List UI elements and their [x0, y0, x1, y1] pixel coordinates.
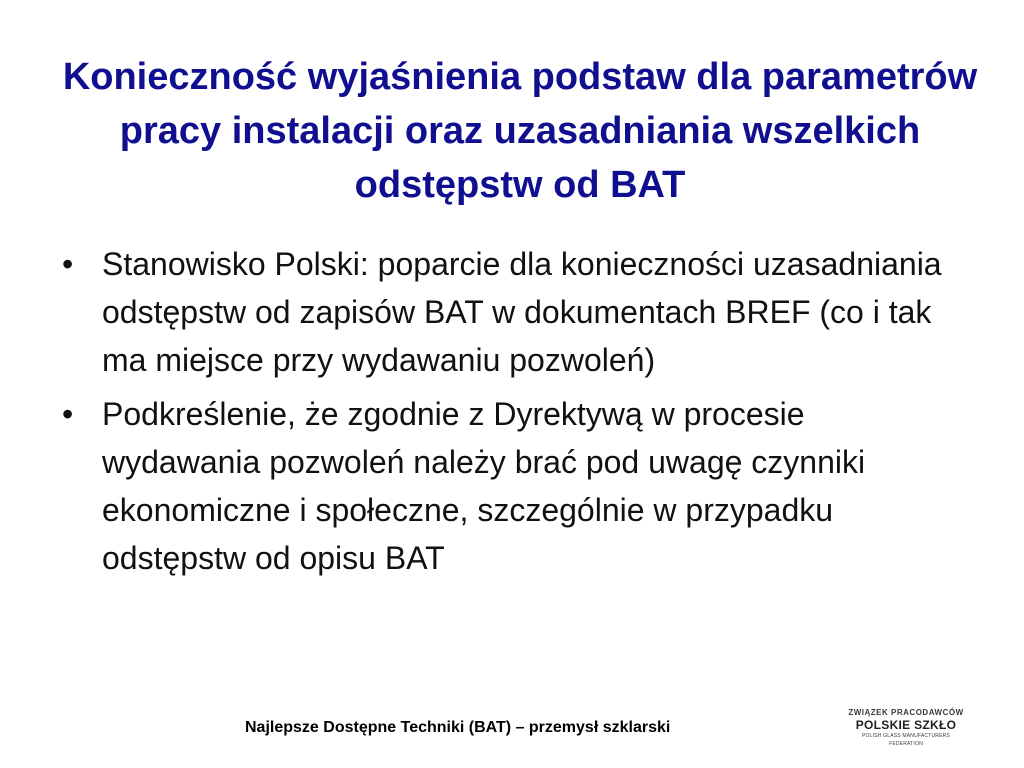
- polskie-szklo-logo: [846, 708, 966, 747]
- bullet-marker: •: [62, 246, 74, 282]
- bullet-item: [58, 390, 958, 582]
- bullet-item: [58, 240, 958, 384]
- logo-line-3: POLISH GLASS MANUFACTURERS FEDERATION: [862, 733, 950, 747]
- slide-title: Konieczność wyjaśnienia podstaw dla parametrów pracy instalacji oraz uzasadniania wszelkich odstępstw od BAT: [62, 56, 978, 206]
- footer-text: Najlepsze Dostępne Techniki (BAT) – przemysł szklarski: [245, 719, 671, 736]
- bullet-text: Stanowisko Polski: poparcie dla konieczności uzasadniania odstępstw od zapisów BAT w dokumentach BREF (co i tak ma miejsce przy wydawaniu pozwoleń): [102, 246, 942, 378]
- bullet-text: Podkreślenie, że zgodnie z Dyrektywą w procesie wydawania pozwoleń należy brać pod uwagę czynniki ekonomiczne i społeczne, szczególnie w przypadku odstępstw od opisu BAT: [102, 396, 866, 576]
- bullet-marker: •: [62, 396, 74, 432]
- logo-line-2: POLSKIE SZKŁO: [855, 718, 957, 732]
- bullet-list: [58, 240, 958, 588]
- logo-line-1: ZWIĄZEK PRACODAWCÓW: [848, 708, 964, 717]
